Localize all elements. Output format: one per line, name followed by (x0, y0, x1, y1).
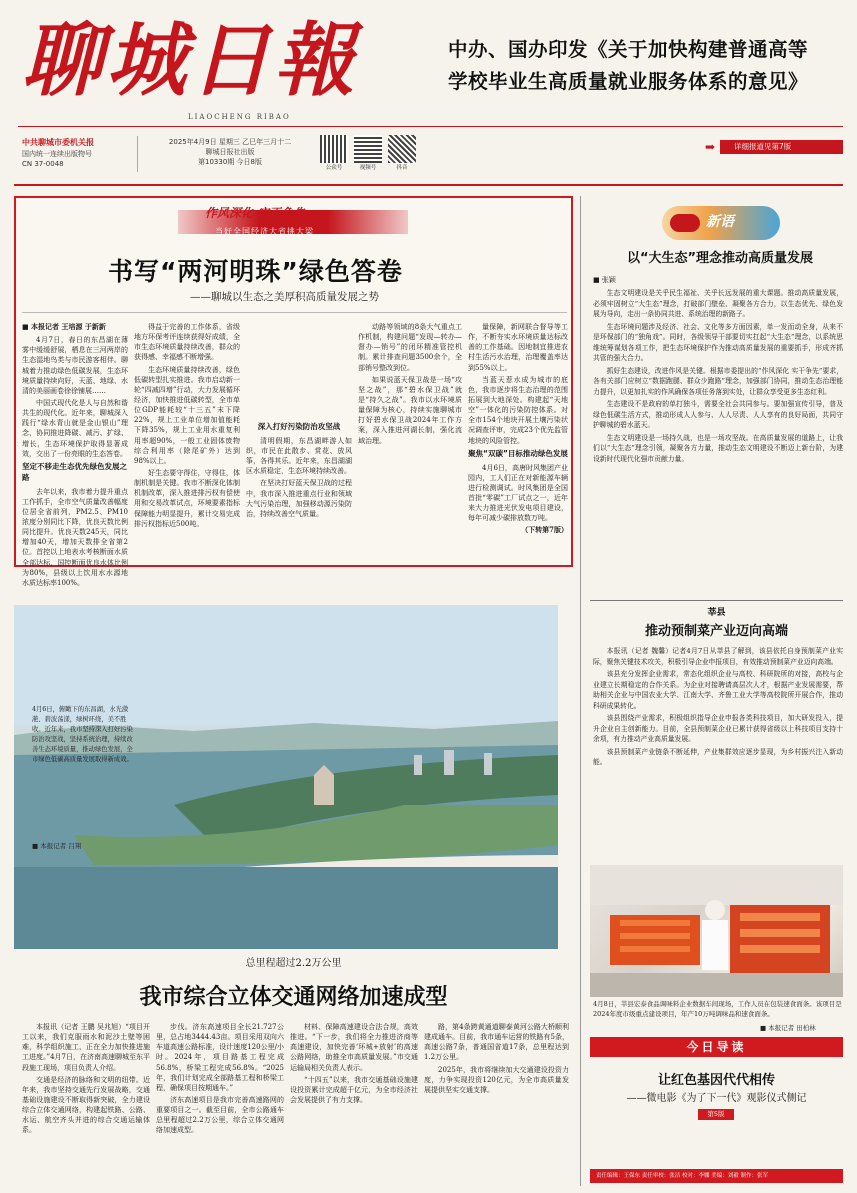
traffic-column-3 (290, 1022, 418, 1182)
lead-column-3 (246, 322, 352, 562)
paragraph: 步伐。济东高速项目全长21.727公里，总占地3444.43亩。项目采用双向六车道高速公路标准，设计速度120公里/小时。2024年，项目路基工程完成56.8%，桥梁工程完成56.8%。“2025年，我们计划完成全部路基工程和桥梁工程，确保项目按期通车。” (156, 1023, 284, 1092)
paragraph: 生态环境问题涉及经济、社会、文化等多方面因素，单一发而动全身，从来不是环保部门的“独角戏”。同时，各级领导干部要切实扛起“大生态”理念，以系统思维统筹谋划各项工作，把生态环境保护作为推动高质量发展的重要抓手，形成齐抓共管的强大合力。 (593, 322, 843, 363)
masthead-publisher-block (22, 137, 142, 169)
publisher: 中共聊城市委机关报 (22, 138, 94, 147)
paragraph: 生态文明建设是一场持久战，也是一场攻坚战。在高质量发展的道路上，让我们以“大生态”理念引领，凝聚各方力量，推动生态文明建设不断迈上新台阶，为建设新时代现代化强市贡献力量。 (593, 433, 843, 463)
qr-label: 视频号 (359, 165, 377, 171)
paragraph: 生态环境质量持续改善，绿色低碳转型扎实推进。我市启动新一轮“四减四增”行动，大力发展循环经济，加快推进低碳转型，全市单位GDP能耗较“十三五”末下降22%，规上工业单位增加值能耗下降35%，规上工业用水重复利用率超90%，一般工业固体废物综合利用率（除尾矿外）达到98%以上。 (134, 365, 240, 465)
qr-label: 抖音 (396, 165, 408, 171)
agri-body (593, 646, 843, 859)
logo-badge-icon (670, 214, 700, 232)
commentary-logo (662, 206, 780, 240)
today-page-badge[interactable]: 第5版 (698, 1109, 734, 1120)
lake-photo-credit: ■ 本报记者 吕翔 (32, 842, 82, 850)
today-guide-bar: 今日导读 (590, 1037, 843, 1057)
paragraph: 好生态要守得住，守得住，体制机制是关键。我市不断深化体制机制改革，深入推进排污权有偿使用和交易改革试点，环境要素指标保障能力明显提升，累计交易完成排污权指标近500吨。 (134, 468, 240, 528)
lead-column-4 (358, 322, 462, 562)
traffic-headline[interactable]: 我市综合立体交通网络加速成型 (139, 985, 448, 1010)
commentary-column-name: 新语 (706, 214, 734, 230)
paragraph: 材料、保障高速建设合法合规，高效推进。“下一步，我们将全力推进济商等高速建设，加快完善‘环城+放射’的高速公路网络，助推全市高质量发展。”市交通运输局相关负责人表示。 (290, 1023, 418, 1072)
byline: ■ 本报记者 王培源 于新新 (22, 322, 106, 331)
publisher-name: 聊城日报社出版 (205, 148, 255, 157)
divider (22, 312, 567, 313)
newspaper-logo: 聊城日報 (22, 13, 358, 107)
column-divider (580, 196, 581, 1186)
paragraph: 路，第4条跨黄通道聊泰黄河公路大桥顺利建成通车。目前，我市通车运营的铁路有5条，高速公路7条，普通国省道17条，总里程达到1.2万公里。 (424, 1023, 569, 1062)
lake-photo-image (14, 605, 558, 949)
factory-photo-caption: 4月8日，莘县宏泰食品调味料企业数据车间现场，工作人员在包装速食面条。该项目是2024年度市级重点建设项目，年产10万吨调味品和速食面条。 (593, 1000, 842, 1018)
qr-label: 公众号 (325, 165, 343, 171)
paragraph: 该县充分发挥企业需求，常态化组织企业与高校、科研院所的对接，高校与企业建立长期稳定的合作关系。为企业对接聘请高层次人才，根据产业发展需要，帮助相关企业与中国农业大学、江南大学、齐鲁工业大学等高校院所开展合作，推动科研成果转化。 (593, 670, 843, 710)
factory-photo (590, 865, 843, 997)
issue-number: 第10330期 今日8版 (198, 158, 262, 167)
commentary-author: ■ 张颖 (593, 276, 616, 284)
divider (590, 600, 843, 601)
agri-kicker: 莘县 (707, 608, 726, 618)
paragraph: 生态建设不是政府的单打独斗，需要全社会共同参与。要加强宣传引导，普及绿色低碳生活方式，推动形成人人参与、人人尽责、人人享有的良好局面，共同守护聊城的碧水蓝天。 (593, 400, 843, 430)
traffic-kicker: 总里程超过2.2万公里 (245, 958, 342, 969)
section-heading: 深入打好污染防治攻坚战 (257, 422, 341, 431)
masthead-divider (137, 136, 138, 172)
commentary-body (593, 288, 843, 598)
traffic-column-1 (22, 1022, 150, 1182)
lead-column-1 (22, 322, 128, 587)
photo-credit: ■ 本报记者 田柏林 (760, 1024, 816, 1032)
issue-date: 2025年4月9日 星期三 乙巳年三月十二 (168, 138, 292, 146)
banner-title: 作风深化 实干争先 (205, 206, 306, 220)
paragraph: 抓好生态建设，改进作风是关键。根据市委提出的“作风深化 实干争先”要求，各有关部门应树立“数据跑腿、群众少跑路”理念，加强部门协同，推动生态治理能力提升，以更加扎实的作风确保各项任务落到实处，让群众享受更多生态红利。 (593, 366, 843, 396)
paragraph: 动路等领域的8条大气重点工作机制，构建问题“发现—转办—督办—销号”的闭环精准管控机制。累计排查问题3500余个，全部销号整改到位。 (358, 323, 462, 372)
paragraph: 4月7日，春日的东昌湖在薄雾中缓缓舒展，栖息在三河两岸的生态湿地鸟类与市民游客相伴。聊城着力推动绿色低碳发展，生态环境质量持续向好，天蓝、地绿、水清的美丽画卷徐徐铺展…… (22, 336, 128, 395)
qr-code-icon[interactable] (354, 135, 382, 163)
masthead-date-block (145, 137, 315, 167)
paragraph: 当蓝天惹水成为城市的底色，我市逐步将生态治理的范围拓展到大地深处。构建起“天地空”一体化的污染防控体系。对全市154个地块开展土壤污染状况调查评审，完成23个优先监管地块的风险管控。 (468, 375, 568, 445)
masthead-bottom-rule (14, 184, 843, 186)
paragraph: 本报讯（记者 王鹏 吴兆旭）“项目开工以来，我们克服雨水和泥沙土壁等困难，科学组织施工，正在全力加快推进施工进度。”4月7日，在济南高速聊城至东平段施工现场，项目负责人介绍。 (22, 1023, 150, 1072)
factory-photo-image (590, 865, 843, 997)
top-headline-line1: 中办、国办印发《关于加快构建普通高等 (448, 38, 809, 61)
lead-column-2 (134, 322, 240, 562)
paragraph: 在坚决打好蓝天保卫战的过程中，我市深入推进重点行业和领域大气污染治理，加强移动源污染防治，持续改善空气质量。 (246, 479, 352, 518)
paragraph: 交通是经济的脉络和文明的纽带。近年来，我市坚持交通先行发展战略，交通基础设施建设不断取得新突破，全力建设综合立体交通网络，构建起铁路、公路、水运、航空齐头并进的综合交通运输体系。 (22, 1075, 150, 1135)
lake-photo-caption: 4月6日，俯瞰下的东昌湖，水光潋滟、碧波荡漾，绿树环绕，美不胜收。近年来，我市坚持深入打好污染防治攻坚战，坚持系统治理，持续改善生态环境质量，推动绿色发展，全市绿色低碳高质量发展取得新成效。 (32, 706, 133, 764)
traffic-column-4 (424, 1022, 569, 1182)
paragraph: 清明假期，东昌湖畔游人如织，市民在此散步、赏花、放风筝，各得其乐。近年来，东昌湖湖区水质稳定，生态环境持续改善。 (246, 436, 352, 476)
section-heading: 聚焦“双碳”目标推动绿色发展 (468, 448, 568, 458)
paragraph: 得益于完善的工作体系，省级地方环保考评连续获得好成绩，全市生态环境质量持续改善，群众的获得感、幸福感不断增强。 (134, 323, 240, 362)
arrow-right-icon: ➡ (705, 140, 716, 154)
section-heading: 坚定不移走生态优先绿色发展之路 (22, 461, 127, 482)
jump-line[interactable]: （下转第7版） (521, 525, 568, 535)
paragraph: 该县预制菜产业链条不断延伸，产业集群效应逐步显现，为乡村振兴注入新动能。 (593, 747, 843, 767)
lead-subheadline: ——聊城以生态之美厚积高质量发展之势 (190, 291, 379, 303)
lead-headline[interactable]: 书写“两河明珠”绿色答卷 (108, 257, 403, 286)
masthead-rule (18, 126, 843, 127)
cn-number: CN 37-0048 (22, 159, 64, 168)
paragraph: 4月6日，高唐时风集团产业园内，工人们正在对新能源车辆进行检测调试。时风集团是全国首批“零碳”工厂试点之一，近年来大力推进光伏发电项目建设，每年可减少碳排放数万吨。 (468, 463, 568, 523)
today-title[interactable]: 让红色基因代代相传 (657, 1073, 775, 1088)
today-subtitle: ——微电影《为了下一代》观影仪式侧记 (626, 1093, 807, 1104)
paragraph: “十四五”以来，我市交通基础设施建设投资累计完成超千亿元，为全市经济社会发展提供了有力支撑。 (290, 1075, 418, 1104)
agri-title[interactable]: 推动预制菜产业迈向高端 (644, 624, 788, 639)
paragraph: 去年以来，我市着力提升重点工作抓手，全市空气质量改善幅度位居全省前列，PM2.5、PM10浓度分别同比下降，优良天数比例同比提升。优良天数245天，同比增加40天，增加天数排全省第2位。首控以上地表水考核断面水质全部达标，国控断面优良水体比例为80%，县级以上饮用水水源地水质达标率100%。 (22, 487, 128, 587)
editor-footer: 责任编辑：王保东 责任审校：张洁 校对：李娜 美编：刘毅 制作：张军 (590, 1169, 843, 1183)
traffic-column-2 (156, 1022, 284, 1182)
paragraph: 量保障，新网联合督导等工作，不断夯实水环境质量达标改善的工作基础。因地制宜推进农村生活污水治理，治理覆盖率达到55%以上。 (468, 323, 568, 372)
top-headline-line2: 学校毕业生高质量就业服务体系的意见》 (448, 70, 809, 93)
top-headline[interactable] (430, 14, 843, 98)
paragraph: 生态文明建设是关乎民生福祉、关乎长远发展的重大课题。推动高质量发展，必须牢固树立“大生态”理念，打破部门壁垒、凝聚各方合力，以生态优先、绿色发展为导向，走出一条协同共进、系统治理的新路子。 (593, 289, 843, 319)
top-headline-box[interactable] (430, 14, 843, 126)
paragraph: 如果说蓝天保卫战是一场“攻坚之战”，那“碧水保卫战”就是“持久之战”。我市以水环境质量保障为核心，持续实施聊城市打好碧水保卫战2024年工作方案，深入推进河湖长制，强化流域治理。 (358, 375, 462, 445)
lead-column-5 (468, 322, 568, 562)
logo-pinyin: LIAOCHENG RIBAO (188, 113, 291, 121)
see-page-7-link[interactable]: 详细报道见第7版 (720, 140, 843, 154)
issue-no-label: 国内统一连续出版物号 (22, 149, 92, 158)
qr-codes (320, 135, 420, 177)
paragraph: 该县围绕产业需求，积极组织指导企业申报各类科技项目，加大研发投入，提升企业自主创新能力。目前，全县预制菜企业已累计获得省级以上科技项目支持十余项，有力推动产业高质量发展。 (593, 714, 843, 744)
qr-code-icon[interactable] (388, 135, 416, 163)
paragraph: 济东高速项目是我市完善高速路网的重要项目之一。截至目前，全市公路通车总里程超过2.2万公里，综合立体交通网络加速成型。 (156, 1095, 284, 1135)
lake-photo (14, 605, 558, 949)
banner-subtitle: 当好全国经济大省挑大梁 (215, 227, 314, 236)
paragraph: 本报讯（记者 魏馨）记者4月7日从莘县了解到，该县依托自身预制菜产业实际，聚焦关键技术攻关，积极引导企业申报项目，有效推动预制菜产业迈向高端。 (593, 647, 843, 666)
paragraph: 中国式现代化是人与自然和谐共生的现代化。近年来，聊城深入践行“绿水青山就是金山银山”理念，协同推进降碳、减污、扩绿、增长，生态环境保护取得显著成效，交出了一份亮眼的生态答卷。 (22, 398, 128, 458)
paragraph: 2025年，我市将继续加大交通建设投资力度，力争实现投资120亿元，为全市高质量发展提供坚实交通支撑。 (424, 1065, 569, 1094)
qr-code-icon[interactable] (320, 135, 348, 163)
commentary-title[interactable]: 以“大生态”理念推动高质量发展 (626, 251, 814, 266)
